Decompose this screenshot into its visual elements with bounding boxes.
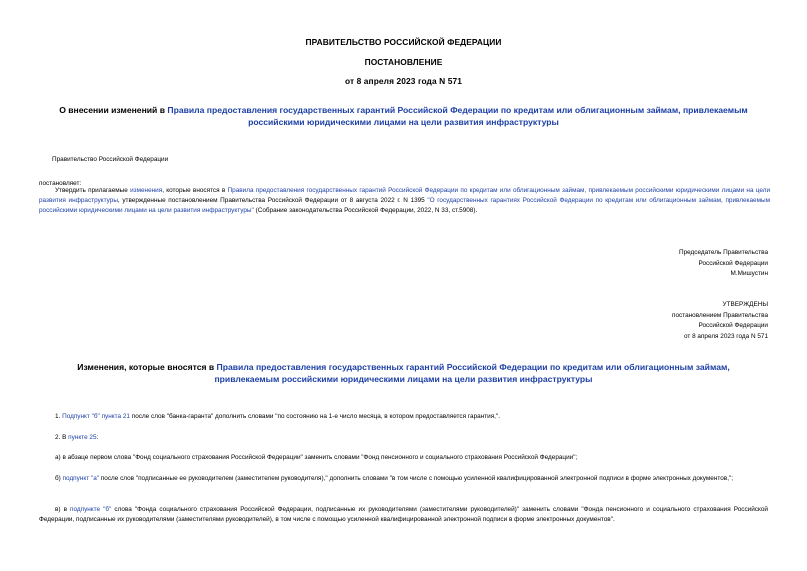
title-rules-link[interactable]: Правила предоставления государственных гарантий Российской Федерации по кредитам или облигационным займам, привлекаемым российскими юридическими лицами на цели развития инфраструктуры	[167, 105, 748, 127]
subitem-v	[39, 505, 768, 525]
signature-position: Председатель Правительства	[679, 249, 768, 256]
subitem-b-link[interactable]: Подпункт "б"	[62, 413, 100, 420]
item-25-link[interactable]: пункте 25	[68, 434, 97, 441]
title-prefix: О внесении изменений в	[59, 105, 168, 115]
decree-1395-link[interactable]: "О государственных гарантиях Российской Федерации по кредитам или облигационным займам, привлекаемым российскими юридическими лицами на цели развития инфраструктуры"	[39, 197, 770, 215]
approved-country: Российской Федерации	[698, 322, 768, 330]
changes-link[interactable]: изменения	[130, 187, 163, 194]
subitem-a: а) в абзаце первом слова "Фонд социального страхования Российской Федерации" заменить словами "Фонд пенсионного и социального страхования Российской Федерации";	[55, 454, 578, 461]
subitem-v-prefix: в) в	[55, 506, 71, 513]
changes-title-rules-link[interactable]: Правила предоставления государственных гарантий Российской Федерации по кредитам или облигационным займам, привлекаемым российскими юридическими лицами на цели развития инфраструктуры	[214, 362, 730, 384]
subitem-b-text: после слов "подписанные ее руководителем (заместителем руководителя)," дополнить словами "в том числе с помощью усиленной квалифицированной электронной подписи в форме электронных документов,";	[99, 475, 734, 482]
approval-text-2: , которые вносятся в	[162, 187, 228, 194]
changes-title-prefix: Изменения, которые вносятся в	[77, 362, 217, 372]
approved-label: УТВЕРЖДЕНЫ	[722, 301, 768, 308]
government-name: Правительство Российской Федерации	[52, 156, 169, 163]
approval-text-4: (Собрание законодательства Российской Федерации, 2022, N 33, ст.5908).	[253, 207, 478, 215]
item-2-number: 2. В	[55, 434, 69, 441]
item-1-text: после слов "банка-гаранта" дополнить словами "по состоянию на 1-е число месяца, в котором предоставляется гарантия,".	[129, 413, 500, 420]
decides-label: постановляет:	[39, 180, 82, 187]
signature-country: Российской Федерации	[698, 259, 768, 267]
subitem-v-text: слова "Фонда социального страхования Российской Федерации, подписанные их руководителями (заместителями руководителей)" заменить словами "Фонда пенсионного и социального страхования Российской Федерации, подписанные их руководителями (заместителями руководителей), в том числе с помощью усиленной квалифицированной электронной подписи в форме электронных документов".	[39, 506, 768, 524]
item-2	[55, 433, 98, 443]
signature-name: М.Мишустин	[730, 270, 768, 278]
document-date-number: от 8 апреля 2023 года N 571	[344, 76, 463, 86]
approval-text-1: Утвердить прилагаемые	[55, 187, 131, 194]
approval-paragraph	[39, 186, 770, 217]
subitem-a-link[interactable]: подпункт "а"	[62, 475, 100, 482]
approved-date: от 8 апреля 2023 года N 571	[683, 332, 768, 340]
item-21-link[interactable]: пункта 21	[101, 413, 130, 420]
approved-by: постановлением Правительства	[672, 311, 768, 319]
document-type: ПОСТАНОВЛЕНИЕ	[364, 57, 443, 67]
item-2-text: :	[96, 434, 99, 441]
changes-title	[45, 361, 762, 385]
government-header: ПРАВИТЕЛЬСТВО РОССИЙСКОЙ ФЕДЕРАЦИИ	[305, 37, 502, 47]
approval-text-3: , утвержденные постановлением Правительства Российской Федерации от 8 августа 2022 г. N 1395	[117, 197, 428, 205]
subitem-b	[39, 474, 768, 484]
subitem-b-prefix: б)	[55, 475, 63, 482]
item-1-number: 1.	[55, 413, 63, 420]
subitem-b-target-link[interactable]: подпункте "б"	[70, 506, 112, 513]
item-1	[55, 412, 500, 422]
signature-block	[679, 248, 768, 280]
approved-block	[672, 300, 768, 342]
rules-link[interactable]: Правила предоставления государственных гарантий Российской Федерации по кредитам или облигационным займам, привлекаемым российскими юридическими лицами на цели развития инфраструктуры	[39, 187, 771, 205]
document-title	[45, 104, 762, 128]
